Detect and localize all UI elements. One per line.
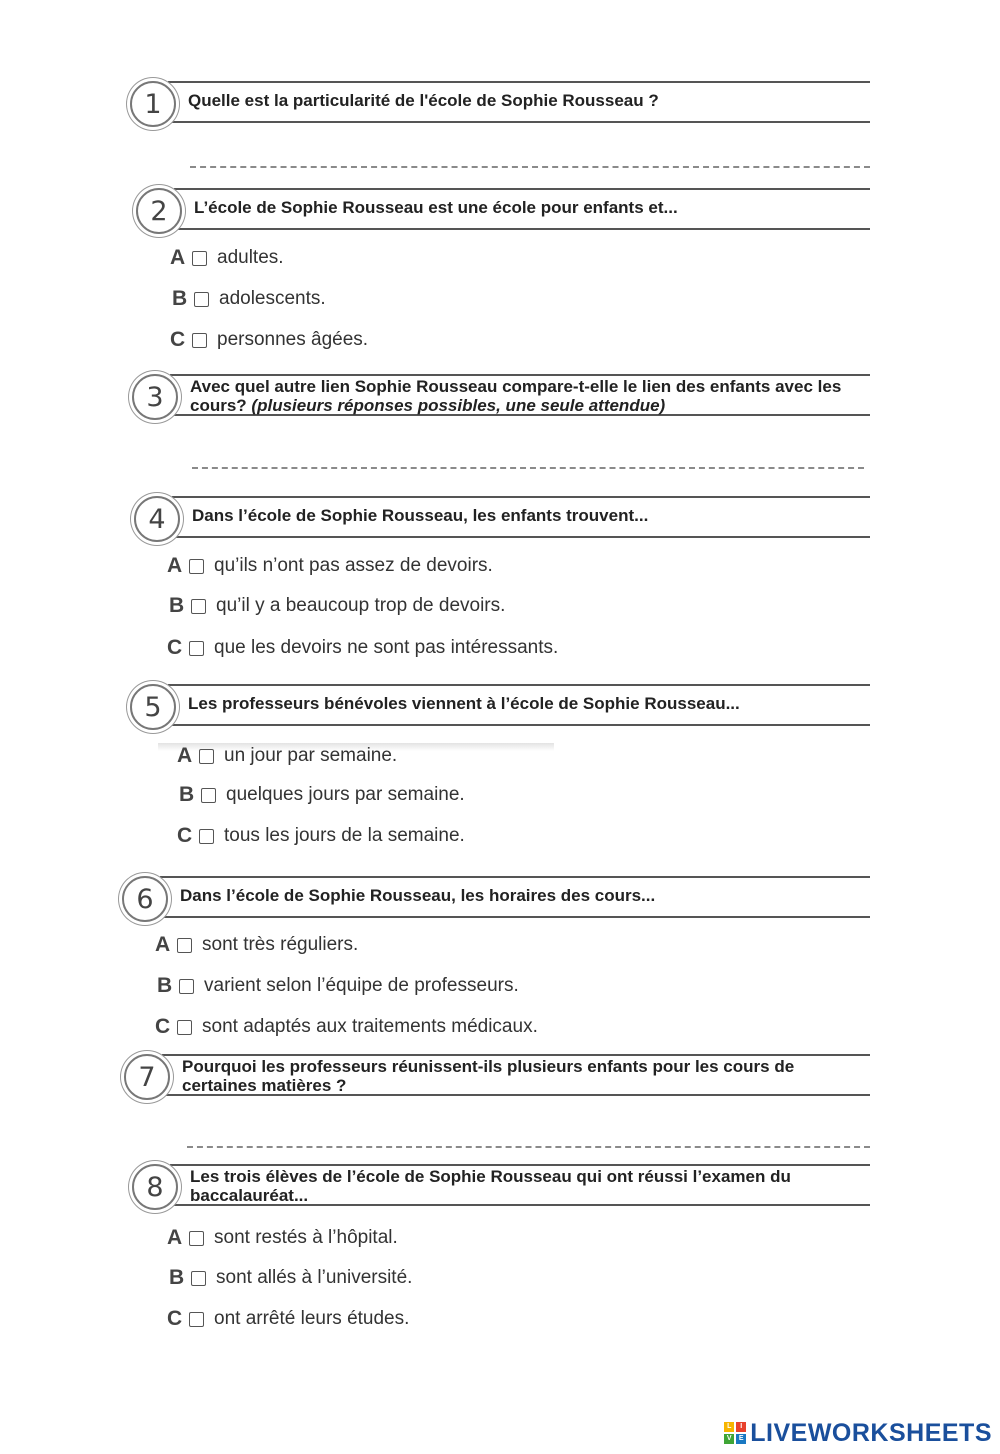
question-2-option-c[interactable] [170, 327, 368, 353]
question-4-option-c[interactable] [167, 635, 558, 661]
question-5-option-b[interactable] [179, 782, 465, 808]
question-8-number: 8 [132, 1164, 178, 1210]
option-text: varient selon l’équipe de professeurs. [204, 975, 519, 996]
option-letter: C [167, 636, 183, 659]
logo-mark-letter: V [724, 1434, 734, 1444]
option-letter: B [172, 287, 188, 310]
option-checkbox[interactable] [177, 938, 192, 953]
question-6-number: 6 [122, 876, 168, 922]
option-text: tous les jours de la semaine. [224, 825, 465, 846]
option-letter: B [179, 783, 195, 806]
option-checkbox[interactable] [189, 1231, 204, 1246]
option-letter: C [177, 824, 193, 847]
question-7-header [124, 1054, 870, 1100]
question-8-option-b[interactable] [169, 1265, 412, 1291]
question-8-option-a[interactable] [167, 1225, 398, 1251]
option-text: qu’il y a beaucoup trop de devoirs. [216, 595, 506, 616]
question-6-option-a[interactable] [155, 932, 358, 958]
option-checkbox[interactable] [179, 979, 194, 994]
option-letter: A [177, 744, 193, 767]
option-checkbox[interactable] [192, 333, 207, 348]
question-5-text: Les professeurs bénévoles viennent à l’école de Sophie Rousseau... [188, 694, 740, 713]
question-8-text: Les trois élèves de l’école de Sophie Rousseau qui ont réussi l’examen du baccalauréat... [190, 1167, 791, 1205]
option-checkbox[interactable] [199, 749, 214, 764]
question-6-option-b[interactable] [157, 973, 519, 999]
question-2-text: L’école de Sophie Rousseau est une école pour enfants et... [194, 198, 678, 217]
question-8-option-c[interactable] [167, 1306, 409, 1332]
logo-text: LIVEWORKSHEETS [750, 1418, 992, 1447]
question-2-option-b[interactable] [172, 286, 326, 312]
option-checkbox[interactable] [191, 1271, 206, 1286]
option-text: quelques jours par semaine. [226, 784, 465, 805]
question-8-header [132, 1164, 870, 1210]
option-checkbox[interactable] [194, 292, 209, 307]
option-checkbox[interactable] [177, 1020, 192, 1035]
question-4-option-a[interactable] [167, 553, 493, 579]
question-5-number: 5 [130, 684, 176, 730]
option-checkbox[interactable] [189, 559, 204, 574]
option-letter: C [155, 1015, 171, 1038]
question-1-number: 1 [130, 81, 176, 127]
option-text: adolescents. [219, 288, 326, 309]
question-2-number: 2 [136, 188, 182, 234]
question-2-option-a[interactable] [170, 245, 284, 271]
option-text: sont très réguliers. [202, 934, 359, 955]
question-3-note: (plusieurs réponses possibles, une seule attendue) [251, 396, 666, 415]
option-text: qu’ils n’ont pas assez de devoirs. [214, 555, 493, 576]
option-text: un jour par semaine. [224, 745, 398, 766]
option-text: personnes âgées. [217, 329, 369, 350]
option-letter: C [167, 1307, 183, 1330]
option-checkbox[interactable] [191, 599, 206, 614]
question-4-option-b[interactable] [169, 593, 505, 619]
option-letter: A [167, 1226, 183, 1249]
option-letter: A [155, 933, 171, 956]
logo-mark-letter: L [724, 1422, 734, 1432]
option-text: ont arrêté leurs études. [214, 1308, 410, 1329]
option-letter: A [170, 246, 186, 269]
option-text: sont allés à l’université. [216, 1267, 413, 1288]
option-text: adultes. [217, 247, 284, 268]
logo-mark-letter: E [736, 1434, 746, 1444]
option-checkbox[interactable] [201, 788, 216, 803]
question-2-header [136, 188, 870, 234]
option-checkbox[interactable] [192, 251, 207, 266]
question-5-option-a[interactable] [177, 743, 397, 769]
liveworksheets-mark-icon [724, 1422, 746, 1444]
question-3-text [190, 377, 870, 415]
option-text: sont restés à l’hôpital. [214, 1227, 398, 1248]
option-checkbox[interactable] [199, 829, 214, 844]
option-text: que les devoirs ne sont pas intéressants. [214, 637, 559, 658]
option-letter: B [157, 974, 173, 997]
question-1-answer-field[interactable] [190, 166, 870, 168]
question-3-main: Avec quel autre lien Sophie Rousseau compare-t-elle le lien des enfants avec les cours? [190, 377, 842, 415]
question-7-number: 7 [124, 1054, 170, 1100]
question-5-header [130, 684, 870, 730]
question-5-option-c[interactable] [177, 823, 465, 849]
logo-mark-letter: I [736, 1422, 746, 1432]
question-7-text: Pourquoi les professeurs réunissent-ils plusieurs enfants pour les cours de certaines matières ? [182, 1057, 795, 1095]
question-1-header [130, 81, 870, 127]
option-letter: B [169, 594, 185, 617]
question-3-header [132, 374, 870, 420]
option-letter: A [167, 554, 183, 577]
liveworksheets-logo[interactable] [724, 1418, 992, 1448]
question-4-number: 4 [134, 496, 180, 542]
question-6-option-c[interactable] [155, 1014, 538, 1040]
question-6-header [122, 876, 870, 922]
question-7-answer-field[interactable] [187, 1146, 870, 1148]
question-4-header [134, 496, 870, 542]
option-letter: B [169, 1266, 185, 1289]
question-1-text: Quelle est la particularité de l'école de Sophie Rousseau ? [188, 91, 659, 110]
question-3-answer-field[interactable] [192, 467, 864, 469]
question-6-text: Dans l’école de Sophie Rousseau, les horaires des cours... [180, 886, 656, 905]
option-checkbox[interactable] [189, 641, 204, 656]
question-3-number: 3 [132, 374, 178, 420]
option-checkbox[interactable] [189, 1312, 204, 1327]
question-4-text: Dans l’école de Sophie Rousseau, les enfants trouvent... [192, 506, 649, 525]
option-text: sont adaptés aux traitements médicaux. [202, 1016, 538, 1037]
option-letter: C [170, 328, 186, 351]
